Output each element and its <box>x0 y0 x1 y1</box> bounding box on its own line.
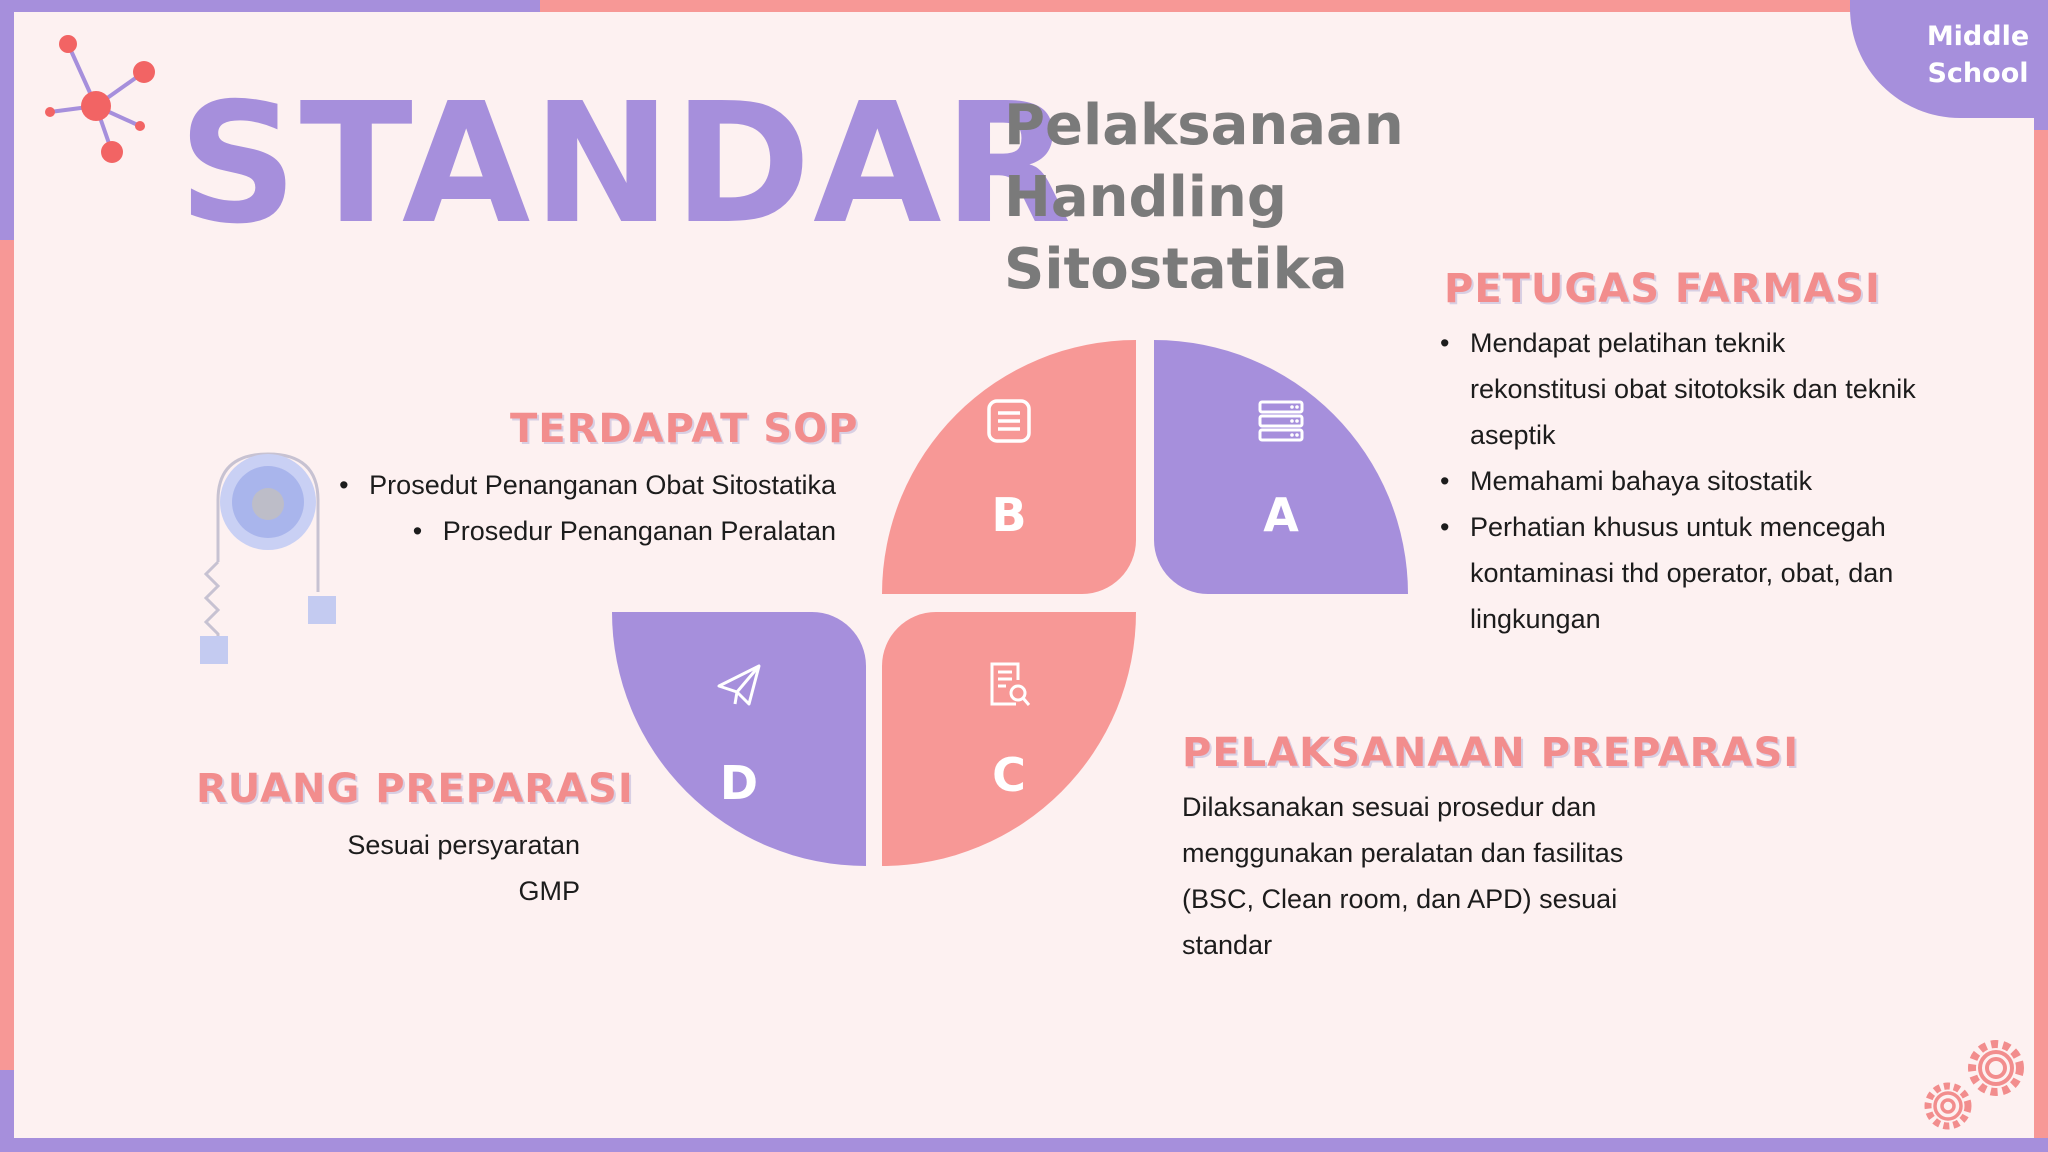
pelaksanaan-text: Dilaksanakan sesuai prosedur dan menggunakan peralatan dan fasilitas (BSC, Clean room, dan APD) sesuai standar <box>1182 792 1624 960</box>
frame-top-left <box>0 0 540 12</box>
badge-line-2: School <box>1927 58 2029 89</box>
petugas-list <box>1440 320 1920 642</box>
subtitle-line-2: Sitostatika <box>1004 237 1348 302</box>
frame-right <box>2034 0 2048 1152</box>
frame-left <box>0 0 14 1152</box>
frame-top-right <box>540 0 2048 12</box>
petugas-heading: PETUGAS FARMASI <box>1444 266 1881 312</box>
petal-letter: C <box>992 748 1026 802</box>
sop-item: • Prosedut Penanganan Obat Sitostatika <box>339 462 836 508</box>
ruang-heading: RUANG PREPARASI <box>196 766 634 812</box>
ruang-text: Sesuai persyaratan GMP <box>347 830 580 906</box>
petugas-item: • Memahami bahaya sitostatik <box>1440 458 1920 504</box>
petugas-item: • Mendapat pelatihan teknik rekonstitusi obat sitotoksik dan teknik aseptik <box>1440 320 1920 458</box>
server-icon <box>1154 398 1408 448</box>
molecule-icon <box>40 30 170 170</box>
subtitle-line-1: Pelaksanaan Handling <box>1004 93 1404 230</box>
frame-bottom <box>0 1138 2048 1152</box>
badge-label <box>1918 18 2038 92</box>
pulley-icon <box>190 440 350 670</box>
petal-letter: A <box>1263 488 1299 542</box>
badge-line-1: Middle <box>1926 21 2030 52</box>
gears-icon <box>1916 1030 2036 1140</box>
petal-letter: D <box>719 756 759 810</box>
sop-heading: TERDAPAT SOP <box>510 406 859 452</box>
petugas-list-container <box>1440 320 1920 642</box>
report-search-icon <box>882 660 1136 714</box>
sop-item: • Prosedur Penanganan Peralatan <box>413 508 836 554</box>
pelaksanaan-heading: PELAKSANAAN PREPARASI <box>1182 730 1800 776</box>
page-title: STANDAR <box>178 68 1074 261</box>
petugas-item: • Perhatian khusus untuk mencegah kontaminasi thd operator, obat, dan lingkungan <box>1440 504 1920 642</box>
sop-list <box>316 462 836 554</box>
document-icon <box>882 398 1136 448</box>
petal-letter: B <box>991 488 1027 542</box>
sop-list-container <box>316 462 836 554</box>
paper-plane-icon <box>612 662 866 712</box>
